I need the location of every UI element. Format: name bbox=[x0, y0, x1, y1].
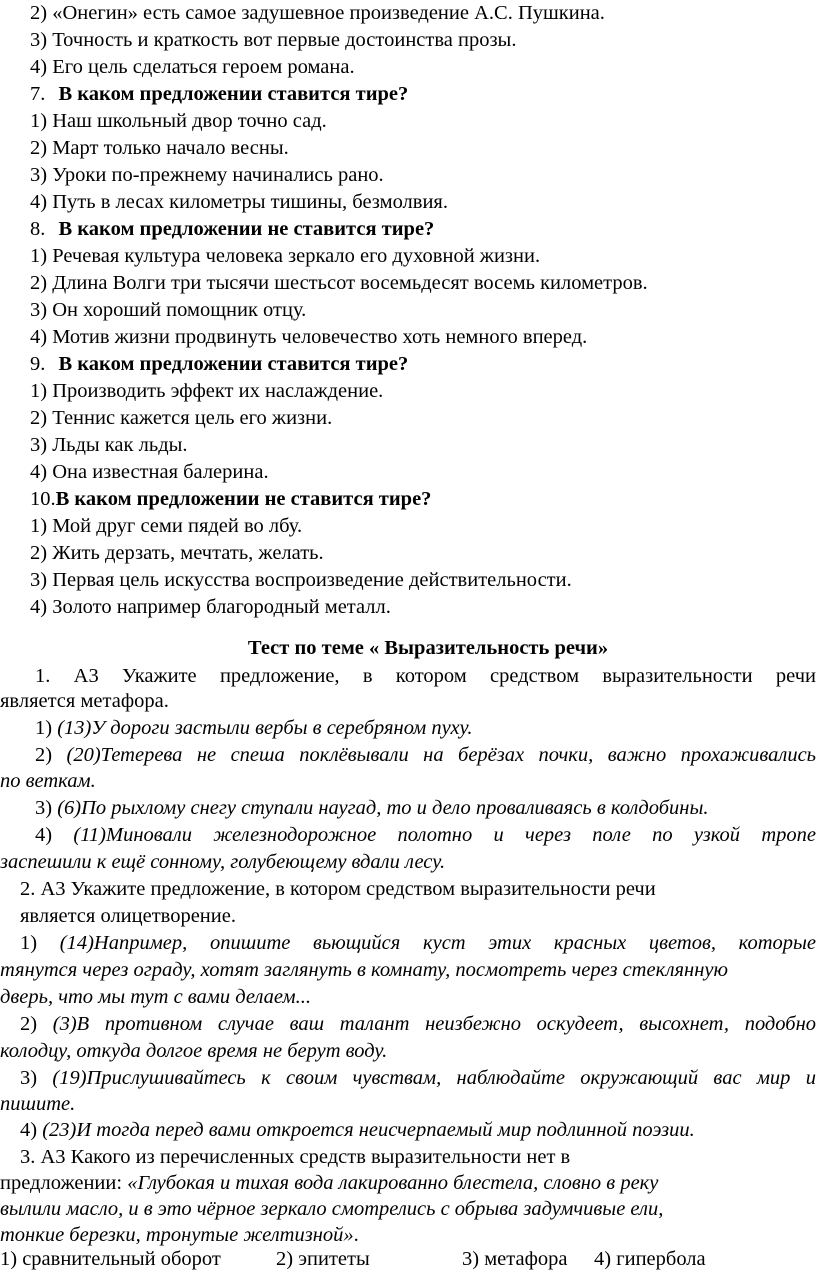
q8-option-3: 3) Он хороший помощник отцу. bbox=[30, 299, 307, 321]
q8-option-1: 1) Речевая культура человека зеркало его духовной жизни. bbox=[30, 245, 541, 267]
t3-options-row bbox=[0, 1246, 816, 1273]
t2-option-4-text: (23)И тогда перед вами откроется неисчерпаемый мир подлинной поэзии. bbox=[42, 1119, 695, 1141]
q10-option-1: 1) Мой друг семи пядей во лбу. bbox=[30, 515, 303, 537]
test-title: Тест по теме « Выразительность речи» bbox=[247, 637, 609, 659]
t3-question-line4 bbox=[0, 1222, 816, 1249]
t1-question-line2: является метафора. bbox=[0, 690, 169, 712]
t3-question-line2 bbox=[0, 1170, 816, 1197]
t2-option-2-number: 2) bbox=[20, 1013, 38, 1035]
q9-number: 9. bbox=[30, 353, 46, 375]
q9-text: В каком предложении ставится тире? bbox=[58, 353, 409, 375]
t2-option-2-text: (3)В противном случае ваш талант неизбежно оскудеет, высохнет, подобно bbox=[52, 1013, 816, 1035]
t3-quote-end: . bbox=[353, 1224, 359, 1246]
q10-heading bbox=[30, 486, 816, 513]
q9-option-3: 3) Льды как льды. bbox=[30, 434, 188, 456]
q9-option-4: 4) Она известная балерина. bbox=[30, 461, 269, 483]
t3-option-1: 1) сравнительный оборот bbox=[0, 1248, 221, 1270]
q8-option-2: 2) Длина Волги три тысячи шестьсот восемьдесят восемь километров. bbox=[30, 272, 648, 294]
t1-option-4-line2: заспешили к ещё сонному, голубеющему вдали лесу. bbox=[0, 851, 446, 873]
q10-option-4: 4) Золото например благородный металл. bbox=[30, 596, 391, 618]
t1-option-2-text: (20)Тетерева не спеша поклёвывали на берёзах почки, важно прохаживались bbox=[66, 744, 816, 766]
t2-option-2-line2: колодцу, откуда долгое время не берут воду. bbox=[0, 1040, 388, 1062]
t3-question-line1: 3. А3 Какого из перечисленных средств выразительности нет в bbox=[20, 1146, 571, 1168]
t3-quote-line2: вылили масло, и в это чёрное зеркало смотрелись с обрыва задумчивые ели, bbox=[0, 1198, 664, 1220]
t2-option-1-line2: тянутся через ограду, хотят заглянуть в комнату, посмотреть через стеклянную bbox=[0, 959, 728, 981]
q8-option-4: 4) Мотив жизни продвинуть человечество хоть немного вперед. bbox=[30, 326, 588, 348]
t3-question-lead: предложении: bbox=[0, 1172, 128, 1194]
q6-option-4: 4) Его цель сделаться героем романа. bbox=[30, 56, 355, 78]
t2-option-1-line3: дверь, что мы тут с вами делаем... bbox=[0, 986, 311, 1008]
t3-quote-line3: тонкие березки, тронутые желтизной» bbox=[0, 1224, 354, 1246]
q10-option-2: 2) Жить дерзать, мечтать, желать. bbox=[30, 542, 324, 564]
t2-question-line2: является олицетворение. bbox=[20, 905, 236, 927]
q7-text: В каком предложении ставится тире? bbox=[58, 83, 409, 105]
t2-option-1-number: 1) bbox=[20, 932, 38, 954]
t1-option-2-line2: по веткам. bbox=[0, 770, 96, 792]
t2-option-3-number: 3) bbox=[20, 1067, 38, 1089]
q8-heading bbox=[30, 216, 816, 243]
q7-heading bbox=[30, 81, 816, 108]
t2-option-4 bbox=[20, 1117, 816, 1144]
t2-question-line1: 2. А3 Укажите предложение, в котором средством выразительности речи bbox=[20, 878, 656, 900]
t3-option-2: 2) эпитеты bbox=[276, 1248, 370, 1270]
q6-option-2: 2) «Онегин» есть самое задушевное произведение А.С. Пушкина. bbox=[30, 2, 605, 24]
q10-text: В каком предложении не ставится тире? bbox=[55, 488, 432, 510]
q8-text: В каком предложении не ставится тире? bbox=[58, 218, 435, 240]
t1-option-4-number: 4) bbox=[35, 824, 53, 846]
q7-option-4: 4) Путь в лесах километры тишины, безмолвия. bbox=[30, 191, 448, 213]
t1-option-3-number: 3) bbox=[35, 797, 53, 819]
q9-heading bbox=[30, 351, 816, 378]
t3-quote-line1: «Глубокая и тихая вода лакированно блестела, словно в реку bbox=[127, 1172, 659, 1194]
q7-option-1: 1) Наш школьный двор точно сад. bbox=[30, 110, 327, 132]
t3-option-4: 4) гипербола bbox=[594, 1248, 706, 1270]
q8-number: 8. bbox=[30, 218, 46, 240]
t1-question-line1: 1. А3 Укажите предложение, в котором средством выразительности речи bbox=[35, 665, 816, 687]
q7-option-3: 3) Уроки по-прежнему начинались рано. bbox=[30, 164, 384, 186]
t2-option-3-text: (19)Прислушивайтесь к своим чувствам, наблюдайте окружающий вас мир и bbox=[52, 1067, 816, 1089]
t1-option-3 bbox=[35, 795, 816, 822]
q7-number: 7. bbox=[30, 83, 46, 105]
t2-option-3-line1 bbox=[20, 1065, 816, 1092]
t1-option-1-number: 1) bbox=[35, 717, 53, 739]
q10-number: 10. bbox=[30, 488, 56, 510]
t2-option-4-number: 4) bbox=[20, 1119, 38, 1141]
t1-option-4-line1 bbox=[35, 822, 816, 849]
t2-option-1-line1 bbox=[20, 930, 816, 957]
q6-option-3: 3) Точность и краткость вот первые достоинства прозы. bbox=[30, 29, 517, 51]
t2-option-2-line1 bbox=[20, 1011, 816, 1038]
t1-option-1 bbox=[35, 715, 816, 742]
t1-option-3-text: (6)По рыхлому снегу ступали наугад, то и дело проваливаясь в колдобины. bbox=[57, 797, 709, 819]
t1-option-1-text: (13)У дороги застыли вербы в серебряном пуху. bbox=[57, 717, 473, 739]
q10-option-3: 3) Первая цель искусства воспроизведение действительности. bbox=[30, 569, 572, 591]
t3-option-3: 3) метафора bbox=[462, 1248, 568, 1270]
q9-option-2: 2) Теннис кажется цель его жизни. bbox=[30, 407, 333, 429]
t1-option-4-text: (11)Миновали железнодорожное полотно и через поле по узкой тропе bbox=[73, 824, 816, 846]
q7-option-2: 2) Март только начало весны. bbox=[30, 137, 289, 159]
t1-option-2-number: 2) bbox=[35, 744, 53, 766]
t1-option-2-line1 bbox=[35, 742, 816, 769]
q9-option-1: 1) Производить эффект их наслаждение. bbox=[30, 380, 384, 402]
t2-option-1-text: (14)Например, опишите вьющийся куст этих красных цветов, которые bbox=[59, 932, 816, 954]
t2-option-3-line2: пишите. bbox=[0, 1093, 76, 1115]
